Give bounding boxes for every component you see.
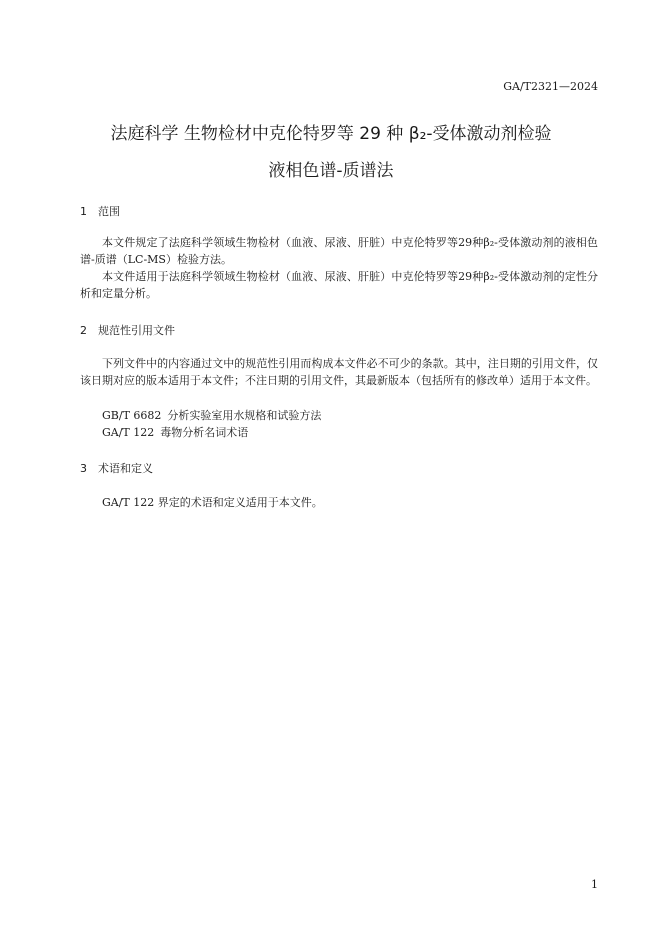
section-number: 2 — [80, 324, 87, 337]
section-title: 术语和定义 — [98, 462, 153, 475]
section-1-paragraph-2: 本文件适用于法庭科学领域生物检材（血液、尿液、肝脏）中克伦特罗等29种β₂-受体激动剂的定性分析和定量分析。 — [80, 270, 598, 300]
page-number: 1 — [591, 878, 598, 891]
section-2-paragraph-1: 下列文件中的内容通过文中的规范性引用而构成本文件必不可少的条款。其中，注日期的引用文件，仅该日期对应的版本适用于本文件；不注日期的引用文件，其最新版本（包括所有的修改单）适用于本文件。 — [80, 357, 598, 387]
reference-item — [102, 407, 321, 423]
section-2-heading — [80, 322, 175, 338]
reference-code: GA/T 122 — [102, 426, 155, 439]
section-title: 规范性引用文件 — [98, 324, 175, 337]
section-number: 1 — [80, 205, 87, 218]
reference-title: 毒物分析名词术语 — [160, 426, 249, 439]
section-1-paragraph-1: 本文件规定了法庭科学领域生物检材（血液、尿液、肝脏）中克伦特罗等29种β₂-受体激动剂的液相色谱-质谱（LC-MS）检验方法。 — [80, 236, 598, 266]
section-number: 3 — [80, 462, 87, 475]
section-1-heading — [80, 203, 120, 219]
document-title-line1: 法庭科学 生物检材中克伦特罗等 29 种 β₂-受体激动剂检验 — [110, 124, 552, 144]
reference-item — [102, 424, 248, 440]
document-code: GA/T2321—2024 — [503, 80, 598, 93]
reference-title: 分析实验室用水规格和试验方法 — [167, 409, 322, 422]
section-title: 范围 — [98, 205, 120, 218]
reference-code: GB/T 6682 — [102, 409, 162, 422]
document-title-line2: 液相色谱-质谱法 — [268, 161, 394, 181]
section-3-heading — [80, 460, 153, 476]
section-3-paragraph-1: GA/T 122 界定的术语和定义适用于本文件。 — [102, 496, 323, 509]
